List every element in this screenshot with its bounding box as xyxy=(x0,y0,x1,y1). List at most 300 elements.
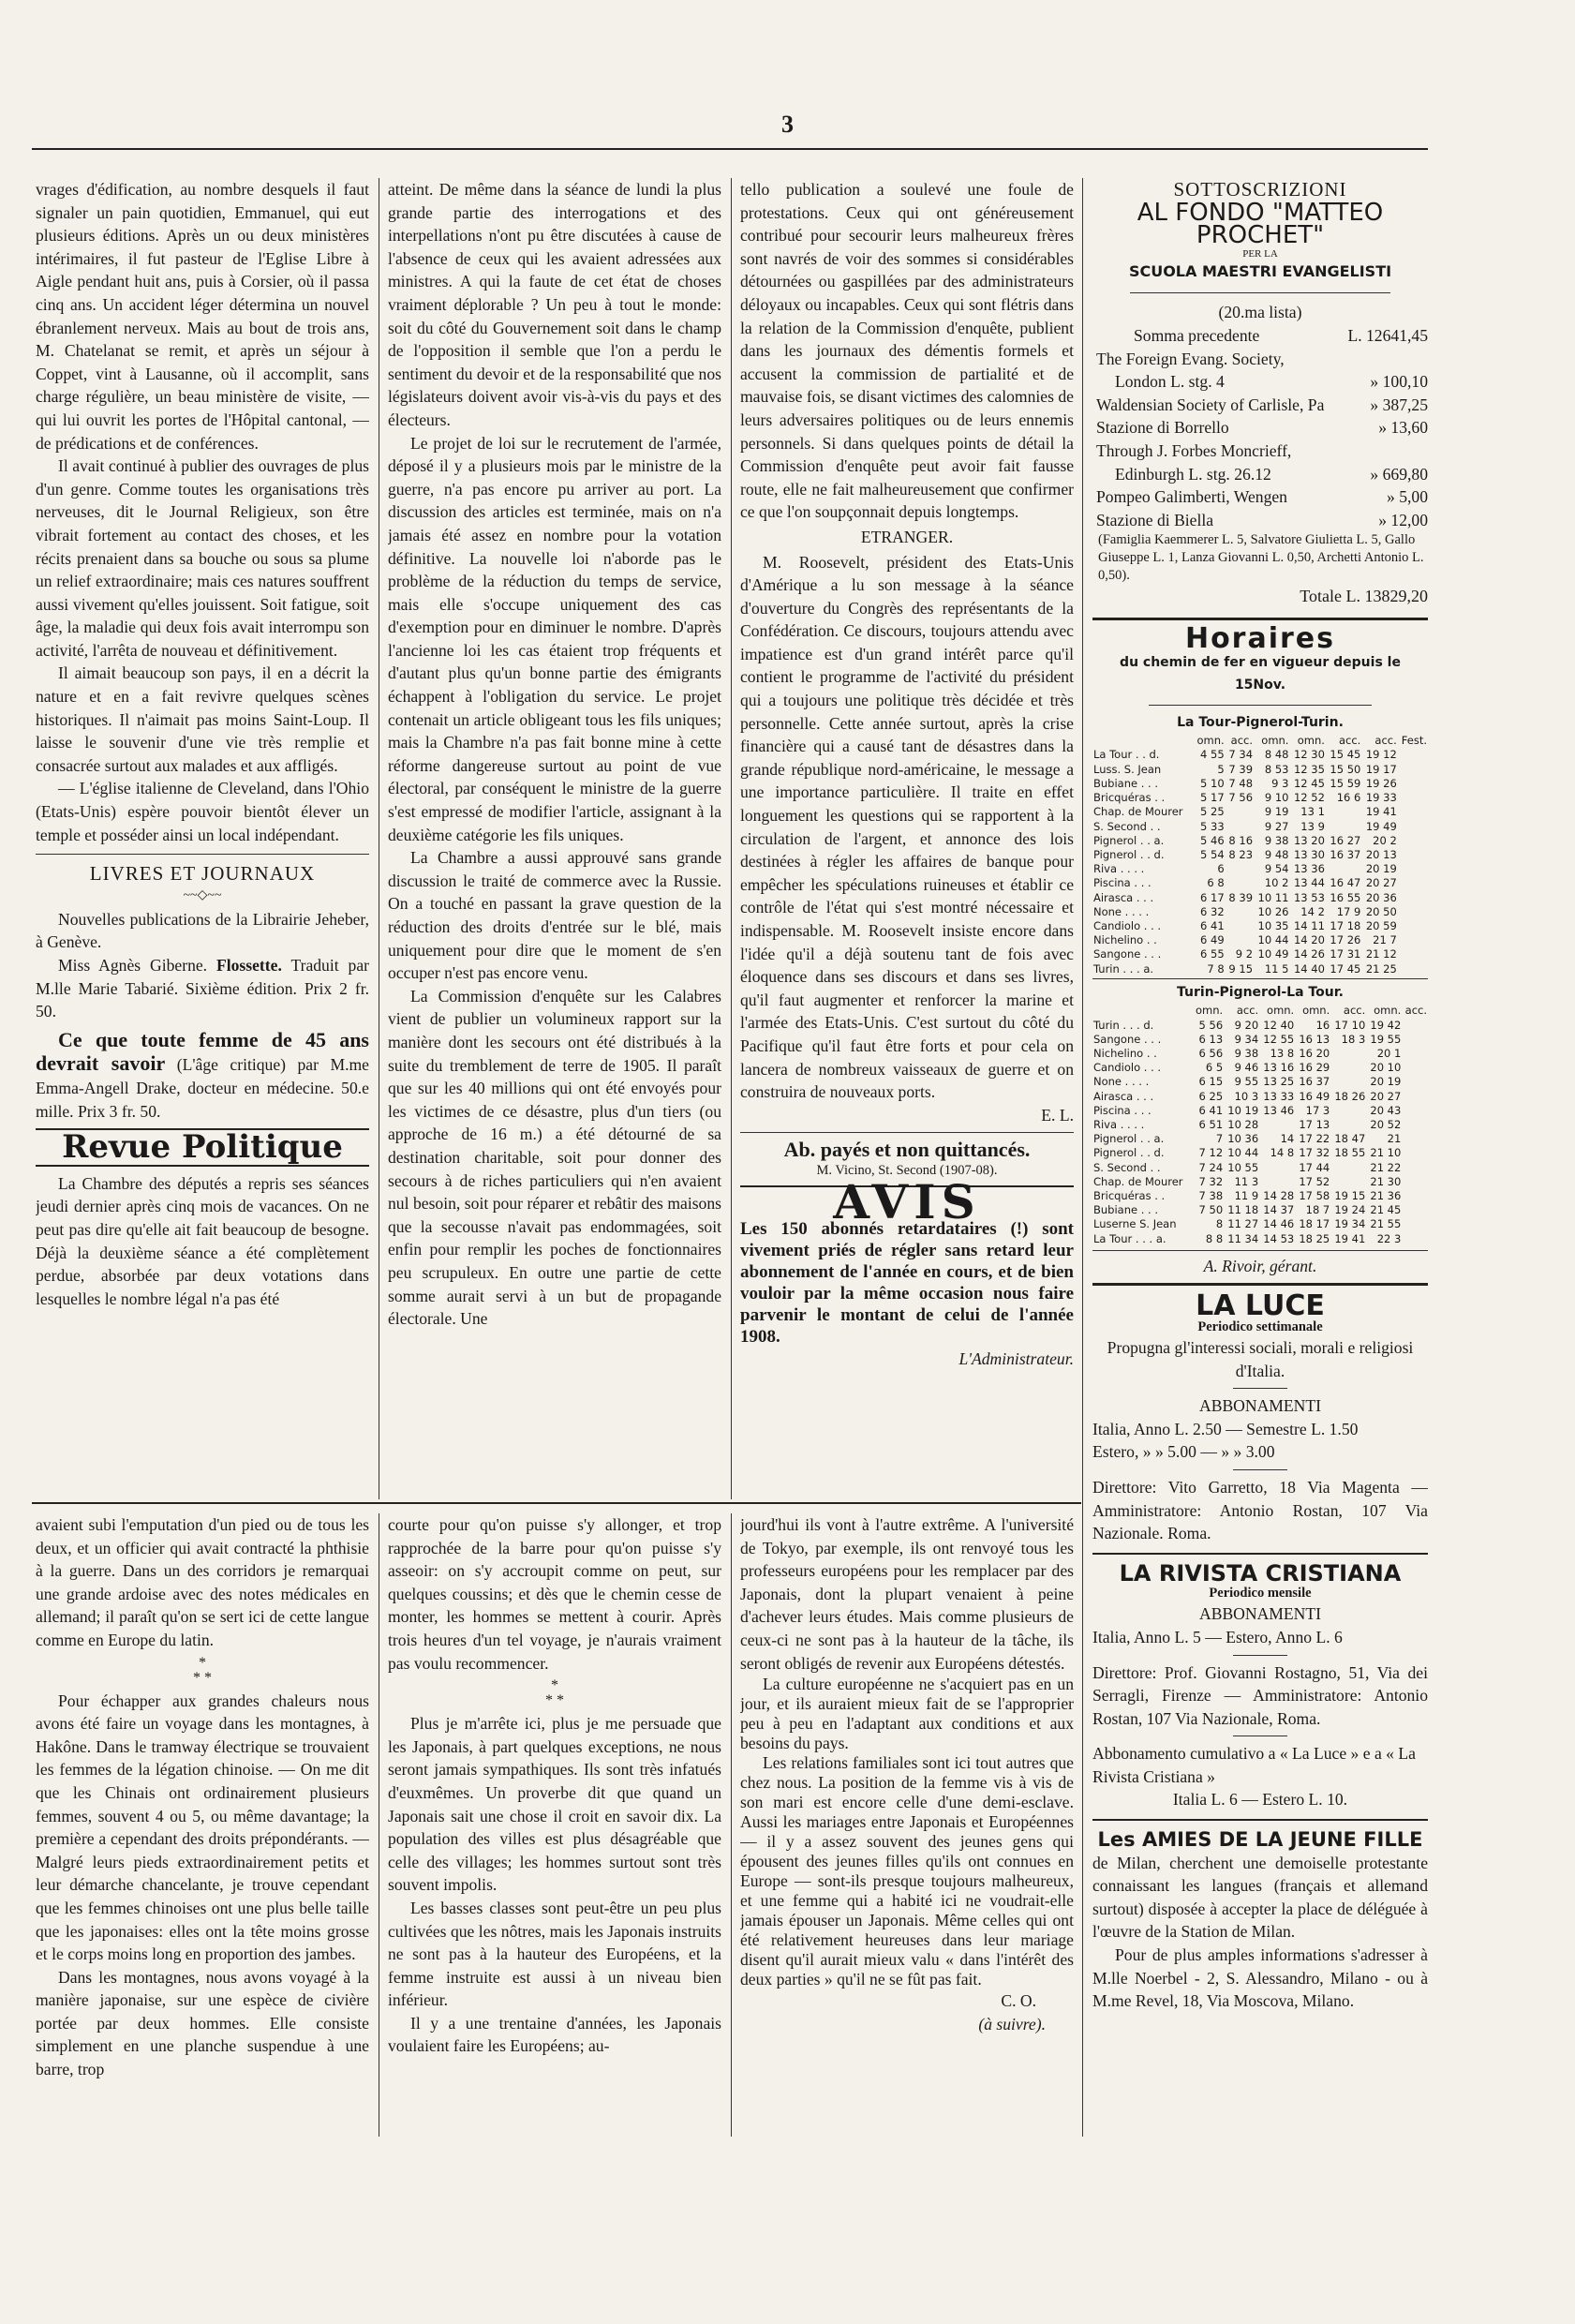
departure-time: 19 26 xyxy=(1365,776,1397,790)
departure-time: 18 55 xyxy=(1334,1146,1366,1160)
rivista-title: LA RIVISTA CRISTIANA xyxy=(1119,1559,1402,1587)
departure-time xyxy=(1398,905,1428,919)
departure-time xyxy=(1330,1161,1366,1175)
departure-time xyxy=(1330,1118,1366,1132)
departure-time: 20 13 xyxy=(1365,847,1397,861)
departure-time xyxy=(1402,1161,1428,1175)
departure-time: 14 46 xyxy=(1263,1217,1295,1231)
departure-time: 20 27 xyxy=(1370,1089,1402,1103)
departure-time: 9 27 xyxy=(1264,819,1289,833)
timetable-row xyxy=(1092,933,1428,947)
timetable-row xyxy=(1092,862,1428,876)
departure-time: 17 52 xyxy=(1299,1174,1330,1188)
timetable-row xyxy=(1092,891,1428,905)
departure-time: 20 52 xyxy=(1370,1117,1402,1131)
departure-time: 15 45 xyxy=(1330,748,1361,762)
timetable-header-cell: omn. xyxy=(1302,1004,1330,1018)
departure-time: 11 34 xyxy=(1227,1231,1259,1245)
station-name: Turin . . . a. xyxy=(1093,961,1154,976)
timetable-header-cell: acc. xyxy=(1374,734,1397,748)
timetable-row xyxy=(1092,919,1428,933)
departure-time: 8 8 xyxy=(1205,1231,1224,1245)
souscr-note: (Famiglia Kaemmerer L. 5, Salvatore Giulietta L. 5, Gallo Giuseppe L. 1, Lanza Giovanni L. 0,50, Archetti Antonio L. 0,50). xyxy=(1098,532,1424,584)
departure-time xyxy=(1398,947,1428,961)
departure-time xyxy=(1402,1217,1428,1231)
departure-time: 6 32 xyxy=(1200,904,1225,918)
departure-time: 19 49 xyxy=(1365,819,1397,833)
departure-time: 6 8 xyxy=(1207,876,1225,890)
departure-time: 16 27 xyxy=(1330,833,1361,847)
departure-time: 21 12 xyxy=(1365,947,1397,961)
timetable-row xyxy=(1092,748,1428,762)
souscr-row: London L. stg. 4 » 100,10 xyxy=(1115,372,1428,392)
timetable-row xyxy=(1092,1203,1428,1217)
timetable-row xyxy=(1092,876,1428,890)
paragraph: La culture européenne ne s'acquiert pas en un jour, et ils auraient mieux fait de se l'approprier peu à peu en l'adaptant aux conditions et aux besoins du pays. xyxy=(740,1675,1074,1753)
departure-time: 20 36 xyxy=(1365,890,1397,904)
timetable-row xyxy=(1092,820,1428,834)
timetable-row xyxy=(1092,1090,1428,1104)
departure-time xyxy=(1402,1189,1428,1203)
departure-time: 8 39 xyxy=(1228,890,1254,904)
station-name: Turin . . . d. xyxy=(1093,1018,1154,1032)
departure-time: 8 53 xyxy=(1264,762,1289,776)
departure-time: 4 55 xyxy=(1200,748,1225,762)
departure-time: 18 17 xyxy=(1299,1217,1330,1231)
departure-time: 8 23 xyxy=(1228,847,1254,861)
timetable-row xyxy=(1092,962,1428,976)
departure-time xyxy=(1402,1132,1428,1146)
paragraph: La Commission d'enquête sur les Calabres vient de publier un volumineux rapport sur la manière dont les secours ont été distribués à la suite du tremblement de terre de 1905. Il paraît que sur les 40 millions qui ont été envoyés pour les victimes de ce désastre, plus d'un tiers (ou approche de 16 m.) a été détourné de sa destination charitable, soit pour donner des secours à de riches particuliers qui n'en avaient nul besoin, soit pour réparer et rebâtir des maisons que la secousse n'avait pas endommagées, soit enfin pour remplir les poches de fonctionnaires peu scrupuleux. En outre une partie de cette somme aurait servi à un but de propagande électorale. Une xyxy=(388,986,721,1329)
departure-time xyxy=(1226,905,1254,919)
departure-time xyxy=(1402,1146,1428,1160)
departure-time: 13 36 xyxy=(1293,862,1325,876)
departure-time xyxy=(1402,1118,1428,1132)
departure-time xyxy=(1259,1175,1295,1189)
departure-time: 14 20 xyxy=(1293,933,1325,947)
departure-time: 16 xyxy=(1315,1018,1330,1032)
station-name: Riva . . . . xyxy=(1093,862,1145,876)
departure-time: 9 15 xyxy=(1228,961,1254,976)
departure-time: 16 13 xyxy=(1299,1032,1330,1046)
souscr-row: Stazione di Biella » 12,00 xyxy=(1096,510,1428,529)
column-1-top xyxy=(36,178,369,1499)
paragraph: M. Roosevelt, président des Etats-Unis d'Amérique a lu son message à la séance d'ouverture du Congrès des représentants de la Confédération. Ce discours, toujours attendu avec impatience est d'un grand intérêt parce qu'il contient le programme de l'activité du président qui a toujours une politique très décidée et très personnelle. Cette année surtout, après la crise financière qui a causé tant de désastres dans la grande république nord-américaine, le message a une importance particulière. Il traite en effet longuement les questions qui se rapportent à la circulation de l'argent, et annonce des lois destinées à régler les affaires de banque pour empêcher les spéculations ruineuses et établir ce contrôle de l'état qui s'est montré nécessaire et indispensable. M. Roosevelt insiste encore dans l'idée qu'il a déjà soutenu tant de fois avec éloquence dans ses discours et dans ses livres, qu'il faut augmenter et renforcer la marine et l'armée des Etats-Unis. C'est surtout du côté du Pacifique qu'il faut être forts et pour cela on lancera de nombreux vaisseaux de guerre et on construira de nouveaux ports. xyxy=(740,552,1074,1102)
horaires-subtitle: du chemin de fer en vigueur depuis le 15Nov. xyxy=(1120,654,1401,693)
departure-time: 20 2 xyxy=(1373,833,1397,847)
departure-time: 19 33 xyxy=(1365,791,1397,805)
station-name: None . . . . xyxy=(1093,904,1150,918)
departure-time: 9 48 xyxy=(1264,847,1289,861)
separator-stars: * * * xyxy=(193,1654,212,1686)
rivista-sub: Periodico mensile xyxy=(1209,1586,1312,1601)
departure-time: 17 10 xyxy=(1334,1018,1366,1032)
paragraph: tello publication a soulevé une foule de protestations. Ceux qui ont généreusement contribué pour secourir leurs malheureux frères sont navrés de voir des sommes si considérables détournées ou gaspillées par des administrateurs déloyaux ou incapables. Ceux qui sont flétris dans la relation de la Commission d'enquête, publient dans les journaux des démentis formels et accusent la commission de partialité et de mauvaise fois, se disant victimes des calomnies de leurs adversaires politiques ou de leurs ennemis personnels. Si dans quelques points de détail la Commission d'enquête peut avoir fait fausse route, elle ne fait malheureusement que confirmer ce que l'on soupçonnait depuis longtemps. xyxy=(740,180,1074,522)
timetable-row xyxy=(1092,805,1428,819)
timetable-row xyxy=(1092,1104,1428,1118)
departure-time: 9 20 xyxy=(1234,1018,1259,1032)
timetable-row xyxy=(1092,1033,1428,1047)
departure-time xyxy=(1402,1033,1428,1047)
departure-time: 13 46 xyxy=(1263,1103,1295,1117)
departure-time: 17 32 xyxy=(1299,1146,1330,1160)
departure-time: 19 34 xyxy=(1334,1217,1366,1231)
departure-time: 7 50 xyxy=(1198,1203,1224,1217)
station-name: La Tour . . d. xyxy=(1093,748,1160,762)
timetable-row xyxy=(1092,763,1428,777)
timetable-header-cell: omn. xyxy=(1267,1004,1295,1018)
departure-time xyxy=(1398,777,1428,791)
souscr-fund-title: AL FONDO "MATTEO PROCHET" xyxy=(1137,198,1384,250)
timetable-row xyxy=(1092,1061,1428,1075)
departure-time: 9 54 xyxy=(1264,862,1289,876)
departure-time: 21 22 xyxy=(1370,1160,1402,1174)
station-name: Piscina . . . xyxy=(1093,876,1152,890)
departure-time: 19 17 xyxy=(1365,762,1397,776)
timetable-header-cell: acc. xyxy=(1404,1004,1427,1018)
departure-time: 17 3 xyxy=(1305,1103,1330,1117)
station-name: Riva . . . . xyxy=(1093,1117,1145,1131)
departure-time: 5 xyxy=(1217,762,1225,776)
timetable-row xyxy=(1092,1161,1428,1175)
departure-time: 21 7 xyxy=(1373,933,1397,947)
departure-time: 13 8 xyxy=(1270,1046,1295,1060)
departure-time xyxy=(1326,805,1361,819)
departure-time: 17 26 xyxy=(1330,933,1361,947)
column-3-bottom xyxy=(740,1513,1074,2137)
departure-time: 5 25 xyxy=(1200,805,1225,819)
departure-time: 9 19 xyxy=(1264,805,1289,819)
departure-time: 5 46 xyxy=(1200,833,1225,847)
departure-time xyxy=(1402,1175,1428,1189)
departure-time: 19 24 xyxy=(1334,1203,1366,1217)
departure-time: 5 33 xyxy=(1200,819,1225,833)
departure-time xyxy=(1398,820,1428,834)
departure-time: 16 20 xyxy=(1299,1046,1330,1060)
departure-time xyxy=(1398,791,1428,805)
station-name: Candiolo . . . xyxy=(1093,918,1162,932)
paragraph: Pour échapper aux grandes chaleurs nous avons été faire un voyage dans les montagnes, à Hakône. Dans le tramway électrique se trouvaient les femmes de la légation chinoise. — On me dit que les Chinais ont ordinairement plusieurs femmes, souvent 4 ou 5, ou même davantage; la première a cependant des droits prépondérants. — Malgré leurs pieds extraordinairement petits et leur démarche chancelante, je trouve cependant que les femmes chinoises ont une plus belle taille que les japonaises: elles ont la tête moins grosse et le corps moins long en proportion des jambes. xyxy=(36,1691,369,1964)
paragraph: Nouvelles publications de la Librairie Jeheber, à Genève. xyxy=(36,909,369,952)
departure-time: 16 47 xyxy=(1330,876,1361,890)
souscr-lista: (20.ma lista) xyxy=(1218,303,1302,322)
timetable-header-cell: omn. xyxy=(1195,1004,1224,1018)
departure-time: 16 37 xyxy=(1299,1075,1330,1089)
book-item: Ce que toute femme de 45 ans devrait savoir (L'âge critique) par M.me Emma-Angell Drake, docteur en médecine. 50.e mille. Prix 3 fr. 50. xyxy=(36,1027,369,1121)
departure-time: 11 3 xyxy=(1234,1174,1259,1188)
departure-time: 9 10 xyxy=(1264,791,1289,805)
souscr-title: SOTTOSCRIZIONI xyxy=(1173,178,1347,201)
departure-time: 7 56 xyxy=(1228,791,1254,805)
timetable-2-title: Turin-Pignerol-La Tour. xyxy=(1177,984,1344,1000)
timetable-row xyxy=(1092,1132,1428,1146)
departure-time: 13 30 xyxy=(1293,847,1325,861)
departure-time: 5 10 xyxy=(1200,776,1225,790)
departure-time: 12 45 xyxy=(1293,776,1325,790)
departure-time: 6 41 xyxy=(1198,1103,1224,1117)
departure-time: 10 3 xyxy=(1234,1089,1259,1103)
departure-time: 20 1 xyxy=(1376,1046,1402,1060)
departure-time: 13 20 xyxy=(1293,833,1325,847)
departure-time: 6 41 xyxy=(1200,918,1225,932)
departure-time: 6 17 xyxy=(1200,890,1225,904)
timetable-row xyxy=(1092,1189,1428,1203)
amies-body: de Milan, cherchent une demoiselle protestante connaissant les langues (français et allemand surtout) disposée à accepter la place de déléguée à l'œuvre de la Station de Milan. xyxy=(1092,1853,1428,1942)
departure-time: 14 40 xyxy=(1293,961,1325,976)
departure-time xyxy=(1402,1203,1428,1217)
departure-time: 9 46 xyxy=(1234,1061,1259,1075)
souscr-row: Stazione di Borrello » 13,60 xyxy=(1096,418,1428,438)
departure-time xyxy=(1402,1232,1428,1246)
paragraph: Plus je m'arrête ici, plus je me persuade que les Japonais, à part quelques exceptions, ne nous seront jamais sympathiques. Ils sont très infatués d'euxmêmes. Un proverbe dit que quand un Japonais sait une chose il croit en savoir dix. La population des villes est plus désagréable que celle des villages; les hommes surtout sont très souvent impolis. xyxy=(388,1714,721,1895)
la-luce-desc: Propugna gl'interessi sociali, morali e religiosi d'Italia. xyxy=(1107,1337,1414,1380)
avis-body: Les 150 abonnés retardataires (!) sont vivement priés de régler sans retard leur abonnement de l'année en cours, et de bien vouloir par la même occasion nous faire parvenir le montant de celui de l'année 1908. xyxy=(740,1218,1074,1347)
departure-time xyxy=(1402,1061,1428,1075)
departure-time xyxy=(1259,1161,1295,1175)
souscr-total: Totale L. 13829,20 xyxy=(1300,587,1428,606)
departure-time: 6 51 xyxy=(1198,1117,1224,1131)
departure-time: 11 9 xyxy=(1234,1188,1259,1202)
header-rule xyxy=(32,148,1428,150)
departure-time xyxy=(1326,820,1361,834)
departure-time xyxy=(1326,862,1361,876)
station-name: Bricquéras . . xyxy=(1093,1188,1166,1202)
timetable-header-cell: omn. xyxy=(1261,734,1289,748)
departure-time xyxy=(1398,848,1428,862)
column-rule xyxy=(731,1513,732,2137)
avis-title: AVIS xyxy=(833,1173,981,1229)
departure-time: 21 30 xyxy=(1370,1174,1402,1188)
ornament: ~~◇~~ xyxy=(183,887,222,902)
departure-time: 12 52 xyxy=(1293,791,1325,805)
rivista-abb-head: ABBONAMENTI xyxy=(1199,1604,1321,1624)
station-name: S. Second . . xyxy=(1093,819,1161,833)
station-name: Bubiane . . . xyxy=(1093,1203,1159,1217)
section-heading: ETRANGER. xyxy=(860,527,954,546)
departure-time: 7 48 xyxy=(1228,776,1254,790)
departure-time: 5 54 xyxy=(1200,847,1225,861)
departure-time: 7 38 xyxy=(1198,1188,1224,1202)
souscr-row: Edinburgh L. stg. 26.12 » 669,80 xyxy=(1115,464,1428,484)
departure-time: 22 3 xyxy=(1376,1231,1402,1245)
station-name: Chap. de Mourer xyxy=(1093,805,1183,819)
departure-time: 19 55 xyxy=(1370,1032,1402,1046)
departure-time: 14 8 xyxy=(1270,1146,1295,1160)
departure-time: 17 13 xyxy=(1299,1117,1330,1131)
departure-time xyxy=(1330,1175,1366,1189)
timetable-row xyxy=(1092,1175,1428,1189)
departure-time: 5 17 xyxy=(1200,791,1225,805)
departure-time: 6 5 xyxy=(1205,1061,1224,1075)
departure-time: 6 xyxy=(1217,862,1225,876)
station-name: Luserne S. Jean xyxy=(1093,1217,1177,1231)
paragraph: vrages d'édification, au nombre desquels il faut signaler un pain quotidien, Emmanuel, qui eut plusieurs éditions. Après un ou deux ministères intérimaires, il fut pasteur de l'Eglise Libre à Aigle pendant huit ans, puis à Corsier, où il passa cinq ans. Un accident léger détermina un nouvel ébranlement nerveux. Mais au bout de trois ans, M. Chatelanat se remit, et après un séjour à Coppet, vint à Lausanne, où il accomplit, sans charge régulière, un beau ministère de visite, — qui lui ouvrit les portes de l'Hôpital cantonal, — de prédications et de conférences. xyxy=(36,180,369,453)
signature: E. L. xyxy=(1041,1105,1074,1125)
timetable-row xyxy=(1092,905,1428,919)
departure-time xyxy=(1226,862,1254,876)
departure-time: 9 38 xyxy=(1264,833,1289,847)
timetable-header-cell: omn. xyxy=(1297,734,1325,748)
station-name: Pignerol . . a. xyxy=(1093,1132,1165,1146)
timetable-1 xyxy=(1092,734,1428,976)
departure-time: 11 27 xyxy=(1227,1217,1259,1231)
column-rule xyxy=(731,178,732,1499)
timetable-header-cell: omn. xyxy=(1374,1004,1402,1018)
departure-time: 19 41 xyxy=(1365,805,1397,819)
departure-time: 14 28 xyxy=(1263,1188,1295,1202)
departure-time xyxy=(1398,862,1428,876)
timetable-row xyxy=(1092,1232,1428,1246)
departure-time: 18 3 xyxy=(1341,1032,1366,1046)
timetable-header-cell: omn. xyxy=(1196,734,1225,748)
departure-time: 9 2 xyxy=(1235,947,1254,961)
departure-time: 8 48 xyxy=(1264,748,1289,762)
souscr-row: Somma precedente L. 12641,45 xyxy=(1134,325,1428,345)
timetable-row xyxy=(1092,834,1428,848)
station-name: Luss. S. Jean xyxy=(1093,762,1162,776)
departure-time: 11 18 xyxy=(1227,1203,1259,1217)
departure-time xyxy=(1398,891,1428,905)
section-rule xyxy=(32,1502,1081,1504)
departure-time xyxy=(1330,1061,1366,1075)
departure-time xyxy=(1398,919,1428,933)
departure-time: 16 55 xyxy=(1330,890,1361,904)
column-1-bottom xyxy=(36,1513,369,2137)
section-heading: LIVRES ET JOURNAUX xyxy=(89,862,316,886)
souscr-rows xyxy=(1092,324,1428,531)
departure-time: 15 59 xyxy=(1330,776,1361,790)
departure-time xyxy=(1330,1075,1366,1089)
departure-time: 19 42 xyxy=(1370,1018,1402,1032)
to-be-continued: (à suivre). xyxy=(978,2014,1046,2034)
departure-time: 9 55 xyxy=(1234,1075,1259,1089)
departure-time: 6 25 xyxy=(1198,1089,1224,1103)
timetable-header-cell: acc. xyxy=(1236,1004,1259,1018)
departure-time: 21 45 xyxy=(1370,1203,1402,1217)
departure-time: 21 25 xyxy=(1365,961,1397,976)
departure-time: 10 36 xyxy=(1227,1132,1259,1146)
departure-time: 10 26 xyxy=(1257,904,1289,918)
departure-time: 17 31 xyxy=(1330,947,1361,961)
station-name: Bubiane . . . xyxy=(1093,776,1159,790)
station-name: Nichelino . . xyxy=(1093,933,1157,947)
paragraph: atteint. De même dans la séance de lundi la plus grande partie des interrogations et des interpellations n'ont pu être discutées à cause de l'absence de ceux qui les avaient adressées aux ministres. A qui la faute de cet état de choses vraiment déplorable ? Un peu à tout le monde: soit du côté du Gouvernement soit dans le champ de l'opposition il semble que l'on a perdu le sentiment du devoir et de la responsabilité que nos législateurs doivent avoir vis-à-vis du pays et des électeurs. xyxy=(388,180,721,429)
paragraph: Il y a une trentaine d'années, les Japonais voulaient faire les Européens; au- xyxy=(388,2013,721,2056)
timetable-row xyxy=(1092,1217,1428,1231)
amies-title: Les AMIES DE LA JEUNE FILLE xyxy=(1097,1828,1423,1852)
departure-time: 14 53 xyxy=(1263,1231,1295,1245)
departure-time: 13 25 xyxy=(1263,1075,1295,1089)
timetable-header-cell: acc. xyxy=(1338,734,1361,748)
departure-time: 7 xyxy=(1215,1132,1224,1146)
departure-time: 13 44 xyxy=(1293,876,1325,890)
timetable-row xyxy=(1092,777,1428,791)
departure-time: 13 16 xyxy=(1263,1061,1295,1075)
departure-time: 16 37 xyxy=(1330,847,1361,861)
departure-time: 12 55 xyxy=(1263,1032,1295,1046)
departure-time: 13 1 xyxy=(1300,805,1325,819)
station-name: Nichelino . . xyxy=(1093,1046,1157,1060)
station-name: Chap. de Mourer xyxy=(1093,1174,1183,1188)
departure-time xyxy=(1402,1047,1428,1061)
departure-time: 18 7 xyxy=(1305,1203,1330,1217)
station-name: Piscina . . . xyxy=(1093,1103,1152,1117)
souscr-row: Pompeo Galimberti, Wengen » 5,00 xyxy=(1096,487,1428,507)
departure-time xyxy=(1330,1047,1366,1061)
station-name: Bricquéras . . xyxy=(1093,791,1166,805)
paragraph: Il avait continué à publier des ouvrages de plus d'un genre. Comme toutes les organisations très nerveuses, dit le Journal Religieux, son être vibrait fortement au contact des choses, et les récits prenaient dans sa bouche ou sous sa plume un relief extraordinaire; mais ces natures souffrent aussi vivement qu'elles jouissent. Soit fatigue, soit âge, la maladie qui deux fois avait interrompu son activité, l'arrêta de nouveau et définitivement. xyxy=(36,456,369,660)
departure-time: 10 19 xyxy=(1227,1103,1259,1117)
paragraph: La Chambre des députés a repris ses séances jeudi dernier après cinq mois de vacances. On ne peut pas dire qu'elle ait fait beaucoup de besogne. Déjà la deuxième séance a été complètement perdue, absorbée par deux votations dans lesquelles le nombre légal n'a pas été xyxy=(36,1173,369,1308)
timetable-row xyxy=(1092,1075,1428,1089)
departure-time: 12 35 xyxy=(1293,762,1325,776)
departure-time: 10 44 xyxy=(1227,1146,1259,1160)
departure-time: 7 39 xyxy=(1228,762,1254,776)
timetable-header-cell: acc. xyxy=(1230,734,1254,748)
departure-time: 17 45 xyxy=(1330,961,1361,976)
rivista-cumul-price: Italia L. 6 — Estero L. 10. xyxy=(1172,1790,1348,1810)
departure-time: 21 55 xyxy=(1370,1217,1402,1231)
departure-time xyxy=(1226,805,1254,819)
departure-time: 13 9 xyxy=(1300,819,1325,833)
souscr-row: Through J. Forbes Moncrieff, xyxy=(1096,440,1292,460)
departure-time: 16 6 xyxy=(1336,791,1361,805)
departure-time: 6 49 xyxy=(1200,933,1225,947)
departure-time xyxy=(1402,1104,1428,1118)
departure-time: 20 59 xyxy=(1365,918,1397,932)
departure-time: 8 xyxy=(1215,1217,1224,1231)
departure-time: 14 26 xyxy=(1293,947,1325,961)
departure-time xyxy=(1402,1019,1428,1033)
la-luce-sub: Periodico settimanale xyxy=(1197,1318,1323,1334)
departure-time: 12 30 xyxy=(1293,748,1325,762)
departure-time: 14 xyxy=(1280,1132,1295,1146)
departure-time: 20 19 xyxy=(1365,862,1397,876)
station-name: La Tour . . . a. xyxy=(1093,1231,1166,1245)
rivista-abb: Italia, Anno L. 5 — Estero, Anno L. 6 xyxy=(1092,1627,1343,1646)
departure-time xyxy=(1259,1118,1295,1132)
page-number: 3 xyxy=(781,111,794,138)
departure-time xyxy=(1402,1075,1428,1089)
departure-time: 10 11 xyxy=(1257,890,1289,904)
horaires-title: Horaires xyxy=(1184,621,1336,655)
departure-time: 19 15 xyxy=(1334,1188,1366,1202)
paragraph: jourd'hui ils vont à l'autre extrême. A l'université de Tokyo, par exemple, ils ont renvoyé tous les professeurs européens pour les remplacer par des Japonais, dont la plupart venaient à peine d'achever leurs études. Mais comme plusieurs de ceux-ci ne sont pas à la hauteur de la tâche, ils seront obligés de revenir aux Européens détestés. xyxy=(740,1515,1074,1673)
departure-time xyxy=(1226,919,1254,933)
souscr-per: PER LA xyxy=(1242,247,1278,260)
gerant: A. Rivoir, gérant. xyxy=(1203,1256,1317,1275)
timetable-row xyxy=(1092,791,1428,805)
timetable-header-cell xyxy=(1092,734,1193,748)
departure-time: 15 50 xyxy=(1330,762,1361,776)
timetable-header-cell xyxy=(1092,1004,1192,1018)
departure-time: 12 40 xyxy=(1263,1018,1295,1032)
departure-time: 10 2 xyxy=(1264,876,1289,890)
timetable-row xyxy=(1092,1118,1428,1132)
book-item: Miss Agnès Giberne. Flossette. Traduit par M.lle Marie Tabarié. Sixième édition. Prix 2 fr. 50. xyxy=(36,956,369,1021)
timetable-2 xyxy=(1092,1004,1428,1245)
la-luce-abb2: Estero, » » 5.00 — » » 3.00 xyxy=(1092,1442,1275,1462)
column-3-top xyxy=(740,178,1074,1499)
timetable-header-cell: acc. xyxy=(1343,1004,1366,1018)
departure-time: 10 35 xyxy=(1257,918,1289,932)
la-luce-title: LA LUCE xyxy=(1196,1289,1325,1323)
rivista-dir: Direttore: Prof. Giovanni Rostagno, 51, Via dei Serragli, Firenze — Amministratore: Antonio Rostan, 107 Via Nazionale, Roma. xyxy=(1092,1662,1428,1728)
departure-time: 10 44 xyxy=(1257,933,1289,947)
departure-time: 7 8 xyxy=(1207,961,1225,976)
paragraph: Il aimait beaucoup son pays, il en a décrit la nature et en a fait revivre quelques scènes historiques. Il n'aimait pas moins Saint-Loup. Il laisse le souvenir d'une vie très remplie et consacrée surtout aux malades et aux affligés. xyxy=(36,663,369,775)
timetable-row xyxy=(1092,1047,1428,1061)
